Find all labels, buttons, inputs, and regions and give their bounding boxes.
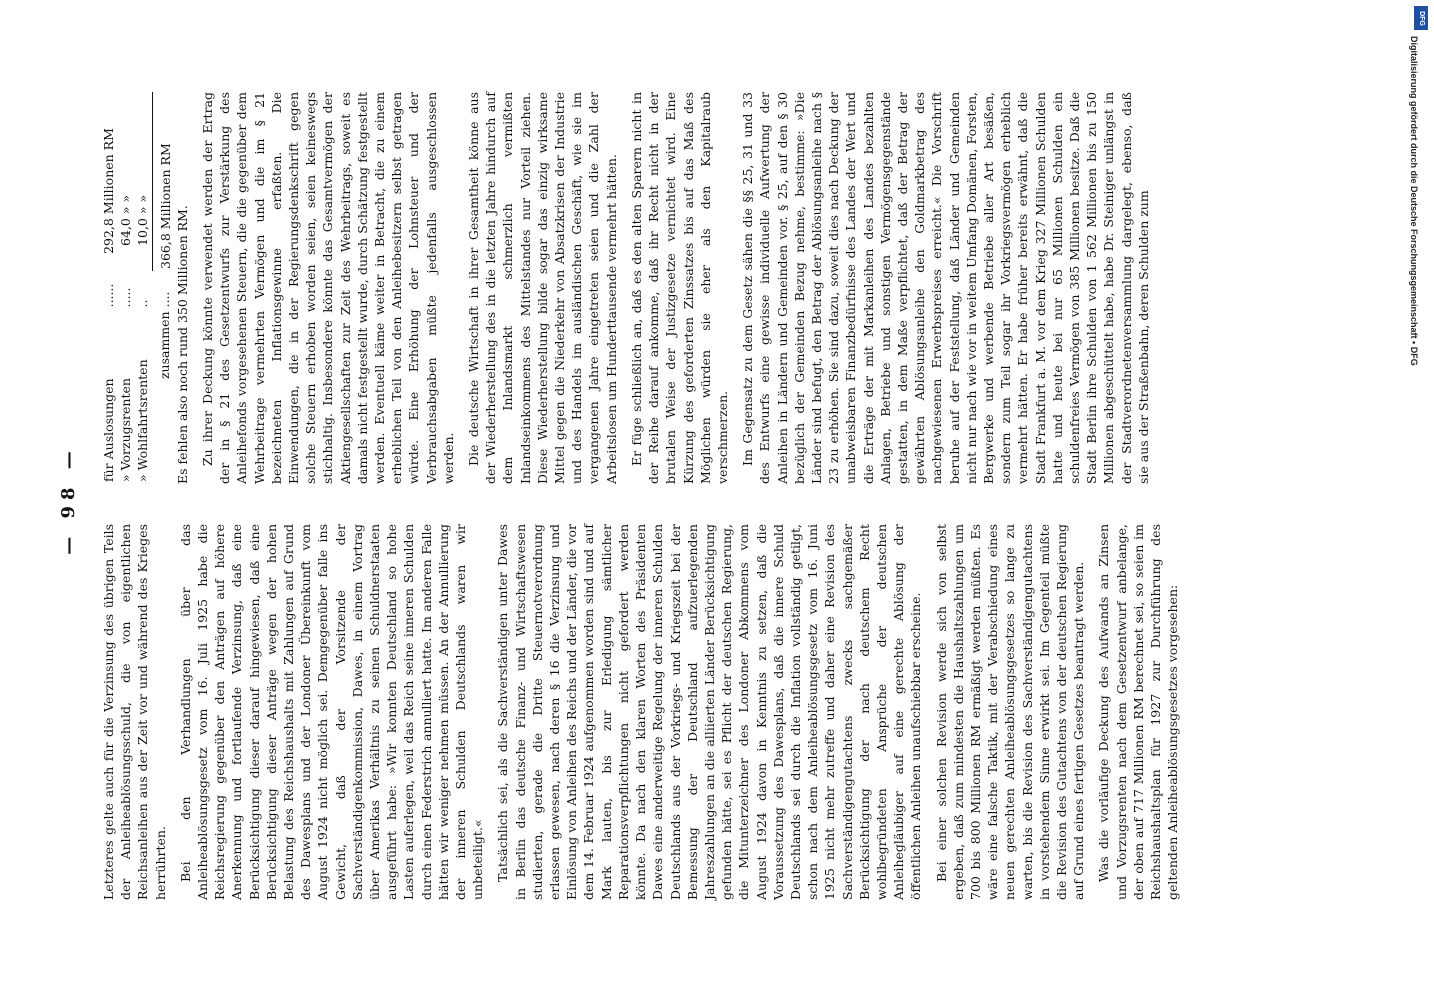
page-number: — 98 — bbox=[58, 445, 79, 555]
table-row bbox=[134, 92, 152, 484]
row-unit: Millionen RM bbox=[101, 128, 116, 215]
row-label: » Vorzugsrenten bbox=[118, 378, 134, 482]
row-label: » Wohlfahrtsrenten bbox=[135, 359, 151, 482]
paragraph: Letzteres gelte auch für die Verzinsung des übrigen Teils der Anleiheablösungsschuld, die von eigentlichen Reichsanleihen aus der Zeit vor und während des Krieges herrührten. bbox=[101, 524, 168, 900]
row-value: 64,0 bbox=[118, 218, 134, 246]
paragraph: Er füge schließlich an, daß es den alten Sparern nicht in der Reihe darauf ankomme, daß ihr Recht nicht in der brutalen Weise der Justizgesetze vernichtet wird. Eine Kürzung des geforderten Zinssatzes bis auf das Maß des Möglichen würden sie eher als den Kapitalraub verschmerzen. bbox=[628, 92, 730, 484]
row-dots: ...... bbox=[101, 283, 116, 308]
row-unit: » » bbox=[118, 194, 134, 215]
paragraph: Bei den Verhandlungen über das Anleiheablösungsgesetz vom 16. Juli 1925 habe die Reichsregierung gegenüber den Anträgen auf höhere Anerkennung und fortlaufende Verzinsung, daß eine Berücksichtigung dieser darauf hingewiesen, daß eine Berücksichtigung dieser Anträge wegen der hohen Belastung des Reichshaushalts mit Zahlungen auf Grund des Dawesplans und der Londoner Übereinkunft vom August 1924 nicht möglich sei. Demgegenüber falle ins Gewicht, daß der Vorsitzende der Sachverständigenkommission, Dawes, in einem Vortrag über Amerikas Verhältnis zu seinen Schuldnerstaaten ausgeführt habe: »Wir konnten Deutschland so hohe Lasten auferlegen, weil das Reich seine inneren Schulden durch einen Federstrich annulliert hatte. Im anderen Falle hätten wir weniger nehmen müssen. An der Annullierung der inneren Schulden Deutschlands waren wir unbeteiligt.« bbox=[177, 524, 486, 900]
row-label: für Auslosungen bbox=[101, 378, 116, 482]
total-label: zusammen bbox=[157, 311, 173, 380]
total-dots: .... bbox=[157, 291, 173, 308]
paragraph: Im Gegensatz zu dem Gesetz sähen die §§ 25, 31 und 33 des Entwurfs eine gewisse individuelle Aufwertung der Anleihen in Ländern und Gemeinden vor. § 25, auf den § 30 bezüglich der Gemeinden Bezug nehme, bestimme: »Die Länder sind befugt, den Betrag der Ablösungsanleihe nach § 23 zu erhöhen. Sie sind dazu, soweit dies nach Deckung der unabweisbaren Finanzbedürfnisse des Landes der Wert und die Erträge der mit Markanleihen des Landes bezahlten Anlagen, Betriebe und sonstigen Vermögensgegenstände gestatten, in dem Maße verpflichtet, daß der Betrag der gewährten Ablösungsanleihe den Goldmarkbetrag des nachgewiesenen Erwerbspreises erreicht.« Die Vorschrift beruhe auf der Feststellung, daß Länder und Gemeinden nicht nur nach wie vor in weitem Umfang Domänen, Forsten, Bergwerke und werbende Betriebe aller Art besäßen, sondern zum Teil sogar ihr Vorkriegsvermögen erheblich vermehrt hätten. Er habe früher bereits erwähnt, daß die Stadt Frankfurt a. M. vor dem Krieg 327 Millionen Schulden hatte und heute bei nur 65 Millionen Schulden ein schuldenfreies Vermögen von 385 Millionen besitze. Daß die Stadt Berlin ihre Schulden von 1 562 Millionen bis zu 150 Millionen abgeschüttelt habe, habe Dr. Steiniger unlängst in der Stadtverordnetenversammlung dargelegt, ebenso, daß sie aus der Straßenbahn, deren Schulden zum bbox=[740, 92, 1151, 484]
paragraph: Zu ihrer Deckung könnte verwendet werden der Ertrag der in § 21 des Gesetzentwurfs zur Verstärkung des Anleihefonds vorgesehenen Steuern, die die gegenüber dem Wehrbeitrage vermehrten Vermögen und die im § 21 bezeichneten Inflationsgewinne erfaßten. Die Einwendungen, die in der Regierungsdenkschrift gegen solche Steuern erhoben worden seien, seien keineswegs stichhaltig. Insbesondere könnte das Gesamtvermögen der Aktiengesellschaften zur Zeit des Wehrbeitrags, soweit es damals nicht festgestellt wurde, durch Schätzung festgestellt werden. Eventuell käme weiter in Betracht, die zu einem erheblichen Teil von den Anleihebesitzern selbst getragen würde. Eine Erhöhung der Lohnsteuer und der Verbrauchsabgaben müßte jedenfalls ausgeschlossen werden. bbox=[200, 92, 456, 484]
shortfall-note: Es fehlen also noch rund 350 Millionen RM. bbox=[174, 205, 190, 484]
row-value: 292,8 bbox=[101, 218, 116, 254]
row-dots: .. bbox=[135, 299, 151, 308]
left-column bbox=[100, 524, 1189, 900]
margin-credit-text: Digitalisierung gefördert durch die Deutsche Forschungsgemeinschaft • DFG bbox=[1409, 36, 1419, 366]
row-dots: ..... bbox=[118, 287, 134, 308]
margin-credit bbox=[1408, 36, 1430, 676]
right-column bbox=[100, 92, 1160, 484]
paragraph: Bei einer solchen Revision werde sich von selbst ergeben, daß zum mindesten die Haushaltszahlungen um 700 bis 800 Millionen RM ermäßigt werden müßten. Es wäre eine falsche Taktik, mit der Verabschiedung eines neuen gerechten Anleiheablösungsgesetzes so lange zu warten, bis die Revision des Sachverständigengutachtens in vorstehendem Sinne erwirkt sei. Im Gegenteil müßte die Revision des Gutachtens von der deutschen Regierung auf Grund eines fertigen Gesetzes beantragt werden. bbox=[933, 524, 1087, 900]
table-row bbox=[117, 92, 134, 484]
dfg-badge-text: DFG bbox=[1417, 10, 1425, 26]
row-value: 10,0 bbox=[135, 218, 151, 246]
row-unit: » » bbox=[135, 194, 151, 215]
table-row bbox=[100, 92, 117, 484]
paragraph: Was die vorläufige Deckung des Aufwands an Zinsen und Vorzugsrenten nach dem Gesetzentwurf anbelange, der oben auf 717 Millionen RM berechnet sei, so seien im Reichshaushaltsplan für 1927 zur Durchführung des geltenden Anleiheablösungsgesetzes vorgesehen: bbox=[1096, 524, 1181, 900]
dfg-logo-icon bbox=[1414, 6, 1428, 30]
total-value: 366,8 Millionen RM bbox=[152, 92, 174, 271]
table-total-row bbox=[152, 92, 174, 484]
paragraph: Tatsächlich sei, als die Sachverständigen unter Dawes in Berlin das deutsche Finanz- und Wirtschaftswesen studierten, gerade die Dritte Steuernotverordnung erlassen gewesen, nach deren § 16 die Verzinsung und Einlösung von Anleihen des Reichs und der Länder, die vor dem 14. Februar 1924 aufgenommen worden sind und auf Mark lauten, bis zur Erledigung sämtlicher Reparationsverpflichtungen nicht gefordert werden könnte. Da nach den klaren Worten des Präsidenten Dawes eine anderweitige Regelung der inneren Schulden Deutschlands aus der Vorkriegs- und Kriegszeit bei der Bemessung der Deutschland aufzuerlegenden Jahreszahlungen an die alliierten Länder Berücksichtigung gefunden hätte, sei es Pflicht der deutschen Regierung, die Mitunterzeichner des Londoner Abkommens vom August 1924 davon in Kenntnis zu setzen, daß die Voraussetzung des Dawesplans, daß die innere Schuld Deutschlands sei durch die Inflation vollständig getilgt, schon nach dem Anleiheablösungsgesetz vom 16. Juni 1925 nicht mehr zutreffe und daher eine Revision des Sachverständigengutachtens zwecks sachgemäßer Berücksichtigung der nach deutschem Recht wohlbegründeten Ansprüche der deutschen Anleihegläubiger auf eine gerechte Ablösung der öffentlichen Anleihen unaufschiebbar erscheine. bbox=[495, 524, 924, 900]
allocation-table bbox=[100, 92, 174, 484]
paragraph: Die deutsche Wirtschaft in ihrer Gesamtheit könne aus der Wiederherstellung des in die letzten Jahre hindurch auf dem Inlandsmarkt schmerzlich vermißten Inlandseinkommens des Mittelstandes nur Vorteil ziehen. Diese Wiederherstellung bilde sogar das einzig wirksame Mittel gegen die Niederkehr von Absatzkrisen der Industrie und des Handels im ausländischen Geschäft, wie sie im vergangenen Jahre eingetreten seien und die Zahl der Arbeitslosen um Hunderttausende vermehrt hätten. bbox=[466, 92, 619, 484]
